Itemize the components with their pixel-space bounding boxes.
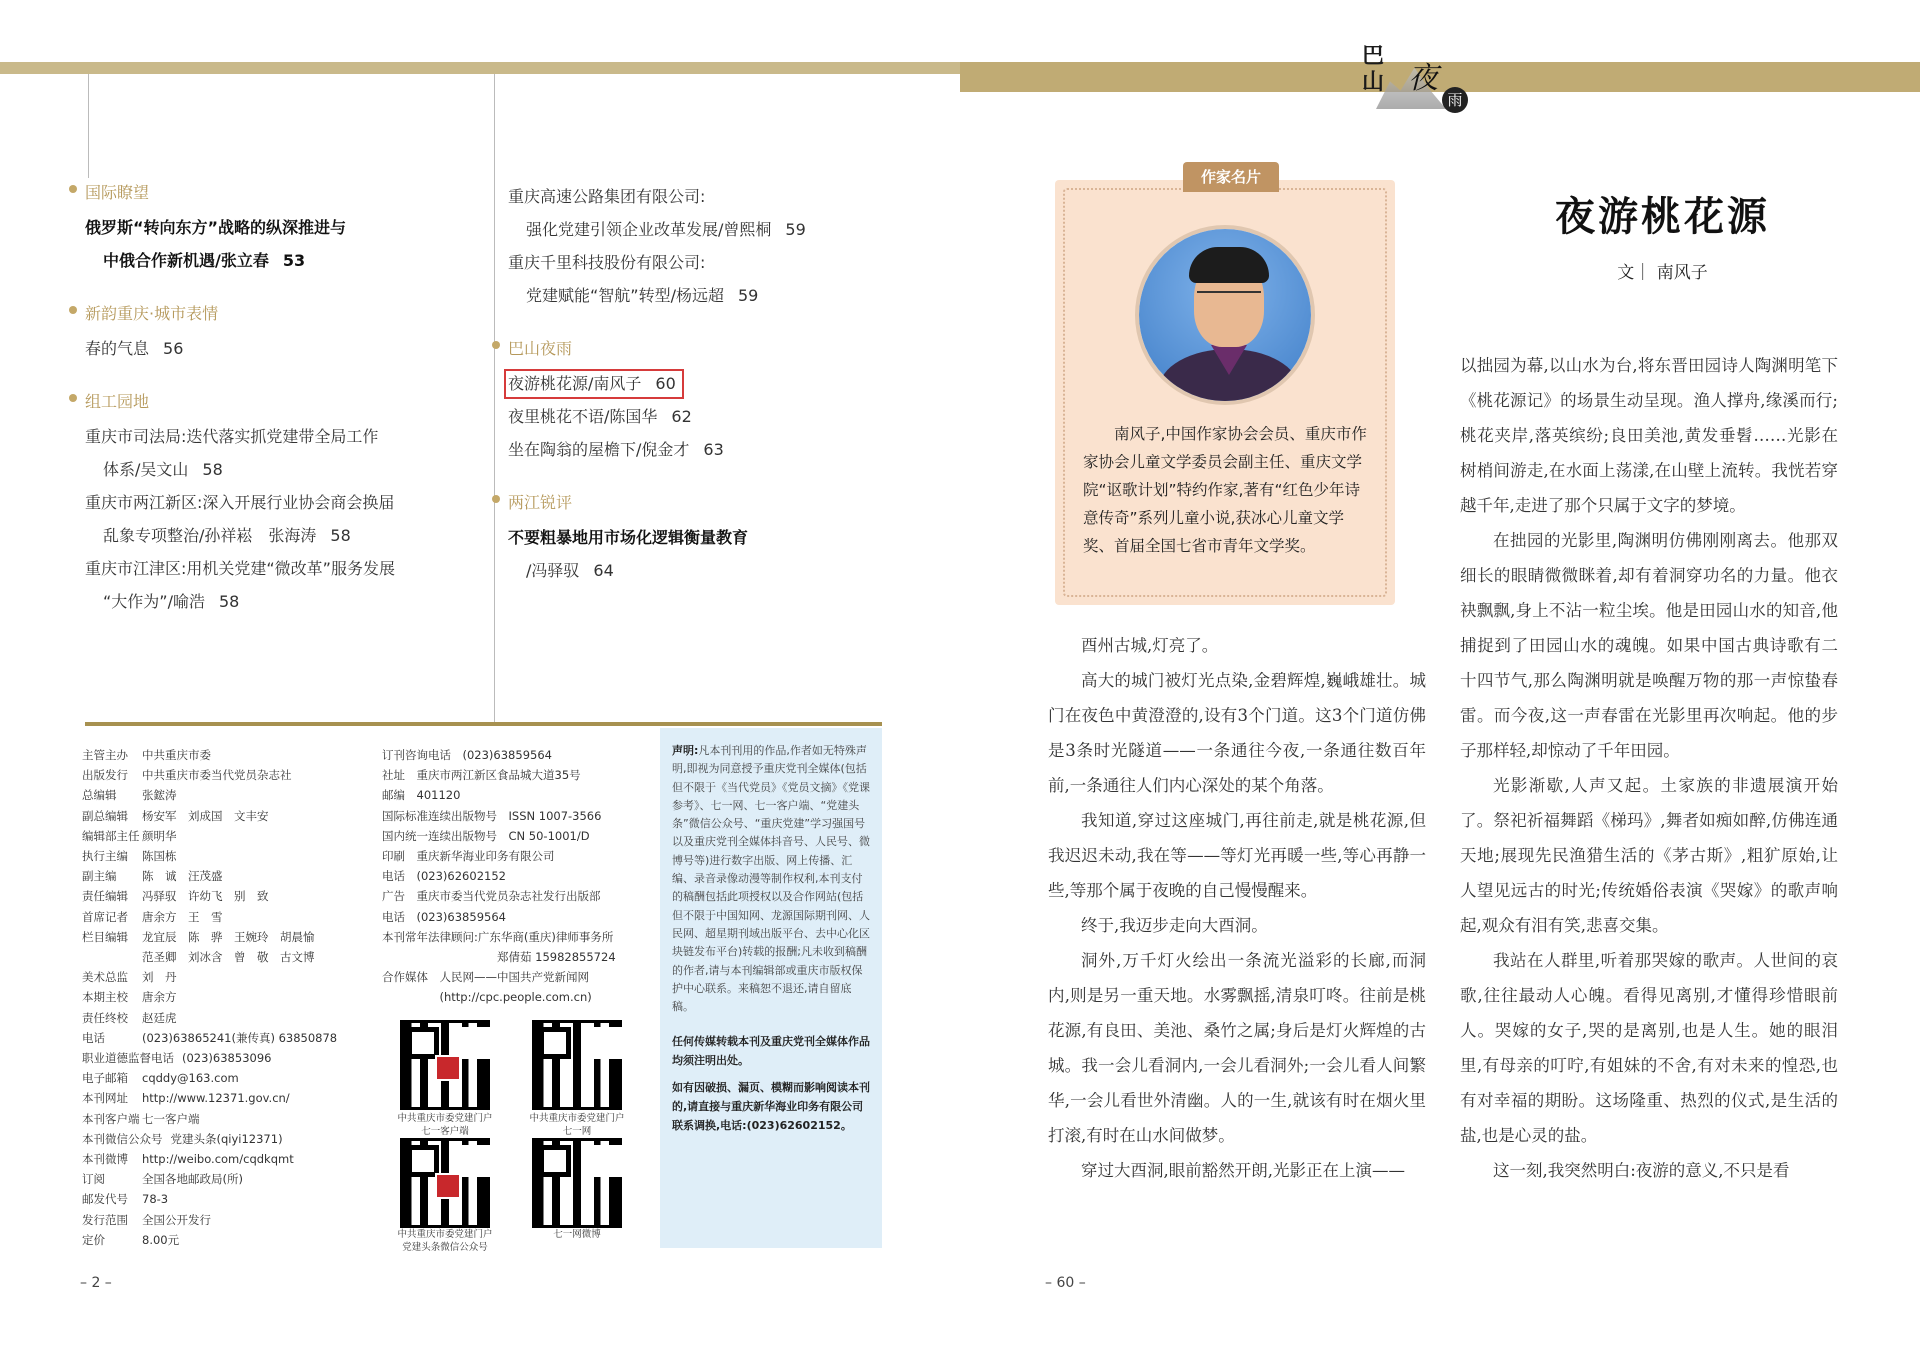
imprint-row [82,1230,362,1250]
article-paragraph: 光影渐歇,人声又起。土家族的非遗展演开始了。祭祀祈福舞蹈《梯玛》,舞者如痴如醉,仿佛连通天地;展现先民渔猎生活的《茅古斯》,粗犷原始,让人望见远古的时光;传统婚俗表演《哭嫁》的歌声响起,观众有泪有笑,悲喜交集。 [1460,776,1838,935]
toc-entry[interactable] [508,213,888,246]
toc-entry-title: 重庆千里科技股份有限公司: [508,253,706,272]
toc-entry[interactable] [85,453,485,486]
imprint-value: 赵廷虎 [142,1010,177,1025]
imprint-key: 本刊微博 [82,1152,128,1167]
toc-section [508,490,888,587]
imprint-row [82,1169,362,1189]
toc-page-number: 58 [330,526,351,545]
imprint-value: 刘 丹 [142,970,177,985]
imprint-row: 邮编 401120 [382,788,461,803]
toc-section-heading: 组工园地 [85,389,485,412]
imprint-key: 本刊微信公众号 [82,1131,163,1146]
notice-text: 凡本刊刊用的作品,作者如无特殊声明,即视为同意授予重庆党刊全媒体(包括但不限于《当代党员》《党员文摘》《党课参考》、七一网、七一客户端、“党建头条”微信公众号、“重庆党建”学习强国号以及重庆党刊全媒体抖音号、人民号、微博号等)进行数字出版、网上传播、汇编、录音录像动漫等制作权利,本刊支付的稿酬包括此项授权以及合作网站(包括但不限于中国知网、龙源国际期刊网、人民网、超星期刊域出版平台、去中心化区块链发布平台)转载的报酬;凡未收到稿酬的作者,请与本刊编辑部或重庆市版权保护中心联系。来稿恕不退还,请自留底稿。 [672,744,870,1014]
article-column-right [1460,348,1838,1188]
imprint-key: 本刊网址 [82,1091,128,1106]
toc-entry-title: “大作为”/喻浩 [103,592,205,611]
imprint-row: 电话 (023)62602152 [382,869,506,884]
toc-entry-title: 夜游桃花源/南风子 [508,374,642,393]
imprint-key: 首席记者 [82,909,128,924]
imprint-row: 广告 重庆市委当代党员杂志社发行出版部 [382,889,601,904]
qr-caption: 中共重庆市委党建门户 七一网 [529,1113,625,1137]
toc-section-heading: 巴山夜雨 [508,336,888,359]
toc-entry-title: 强化党建引领企业改革发展/曾熙桐 [526,220,772,239]
imprint-value: 中共重庆市委当代党员杂志社 [142,768,292,783]
imprint-value: 8.00元 [142,1232,180,1247]
toc-entry-title: 重庆市两江新区:深入开展行业协会商会换届 [85,493,395,512]
imprint-row [82,886,362,906]
toc-entry[interactable] [85,332,485,365]
imprint-key: 定价 [82,1232,105,1247]
imprint-key: 邮发代号 [82,1192,128,1207]
toc-page-number: 63 [703,440,724,459]
toc-entry-title: 党建赋能“智航”转型/杨远超 [526,286,724,305]
imprint-value: (023)63865241(兼传真) 63850878 [142,1030,338,1045]
imprint-key: 栏目编辑 [82,929,128,944]
toc-entry-title: 坐在陶翁的屋檐下/倪金才 [508,440,690,459]
divider-line [88,74,89,178]
article-paragraph: 我知道,穿过这座城门,再往前走,就是桃花源,但我迟迟未动,我在等——等灯光再暖一些,等心再静一些,等那个属于夜晚的自己慢慢醒来。 [1048,811,1426,900]
imprint-key: 电子邮箱 [82,1071,128,1086]
article-paragraph: 酉州古城,灯亮了。 [1081,636,1219,655]
article-column-left [1048,628,1426,1188]
imprint-row [82,765,362,785]
article-paragraph: 高大的城门被灯光点染,金碧辉煌,巍峨雄壮。城门在夜色中黄澄澄的,设有3个门道。这3个门道仿佛是3条时光隧道——一条通往今夜,一条通往数百年前,一条通往人们内心深处的某个角落。 [1048,671,1426,795]
toc-page-number: 58 [218,592,240,611]
logo-text: 巴 山 [1362,43,1385,95]
imprint-key: 执行主编 [82,849,128,864]
imprint-value: 陈 诚 汪茂盛 [142,869,223,884]
imprint-value: 杨安军 刘成国 文丰安 [142,808,269,823]
toc-entry-title: 中俄合作新机遇/张立春 [103,251,269,270]
toc-entry-title: 春的气息 [85,339,150,358]
divider-line [494,74,495,722]
article-paragraph: 在拙园的光影里,陶渊明仿佛刚刚离去。他那双细长的眼睛微微眯着,却有着洞穿功名的力量。他衣袂飘飘,身上不沾一粒尘埃。他是田园山水的知音,他捕捉到了田园山水的魂魄。如果中国古典诗歌有二十四节气,那么陶渊明就是唤醒万物的那一声惊蛰春雷。而今夜,这一声春雷在光影里再次响起。他的步子那样轻,却惊动了千年田园。 [1460,531,1838,760]
toc-entry-title: 重庆市司法局:迭代落实抓党建带全局工作 [85,427,379,446]
imprint-row: 国际标准连续出版物号 ISSN 1007-3566 [382,808,602,823]
notice-exchange: 如有因破损、漏页、模糊而影响阅读本刊的,请直接与重庆新华海业印务有限公司联系调换,电话:(023)62602152。 [672,1081,870,1133]
imprint-row: 合作媒体 人民网——中国共产党新闻网 [382,970,589,985]
top-band [0,62,960,74]
toc-entry-title: 夜里桃花不语/陈国华 [508,407,658,426]
toc-entry[interactable] [85,585,485,618]
imprint-key: 发行范围 [82,1212,128,1227]
imprint-row [82,947,362,967]
toc-entry-title: /冯驿驭 [526,561,580,580]
toc-column-1 [85,180,485,642]
article-paragraph: 终于,我迈步走向大酉洞。 [1081,916,1268,935]
author-card-tab: 作家名片 [1183,162,1279,192]
imprint-value: 唐余方 王 雪 [142,909,223,924]
imprint-key: 出版发行 [82,768,128,783]
section-rule [85,722,882,726]
toc-entry-title: 体系/吴文山 [103,460,189,479]
toc-section [85,301,485,365]
toc-entry[interactable] [85,211,485,244]
imprint-key: 编辑部主任 [82,828,140,843]
imprint-key: 本刊客户端 [82,1111,140,1126]
imprint-key: 美术总监 [82,970,128,985]
imprint-key: 职业道德监督电话 [82,1051,174,1066]
toc-section-heading: 两江锐评 [508,490,888,513]
qr-code-website[interactable] [532,1020,622,1110]
toc-entry[interactable] [508,433,888,466]
imprint-value: 冯驿驭 许幼飞 别 致 [142,889,269,904]
imprint-right [382,745,652,1008]
toc-section [85,180,485,277]
toc-section [85,389,485,618]
imprint-row [82,745,362,765]
toc-page-number: 62 [671,407,692,426]
imprint-value: 张鋐涛 [142,788,177,803]
qr-caption: 中共重庆市委党建门户 党建头条微信公众号 [397,1229,493,1253]
qr-caption: 中共重庆市委党建门户 七一客户端 [397,1113,493,1137]
toc-entry[interactable] [85,552,485,585]
article-paragraph: 以拙园为幕,以山水为台,将东晋田园诗人陶渊明笔下《桃花源记》的场景生动呈现。渔人撑舟,缘溪而行;桃花夹岸,落英缤纷;良田美池,黄发垂髫……光影在树梢间游走,在水面上荡漾,在山壁上流转。我恍若穿越千年,走进了那个只属于文字的梦境。 [1460,356,1838,515]
copyright-notice [660,728,882,1248]
toc-entry[interactable] [85,486,485,519]
imprint-row [82,1008,362,1028]
toc-entry[interactable] [85,519,485,552]
imprint-row [82,1109,362,1129]
imprint-value: 范圣卿 刘冰含 曾 敬 古文博 [142,950,315,965]
toc-section [508,336,888,466]
imprint-value: 龙宜辰 陈 骅 王婉玲 胡晨愉 [142,929,315,944]
imprint-row [82,927,362,947]
imprint-value: 中共重庆市委 [142,748,211,762]
toc-entry-title: 不要粗暴地用市场化逻辑衡量教育 [508,528,749,547]
imprint-row [82,1189,362,1209]
imprint-row [82,967,362,987]
toc-page-number: 56 [163,339,184,358]
article-byline: 文｜ 南风子 [1617,263,1708,283]
toc-entry[interactable] [508,554,888,587]
toc-page-number: 58 [202,460,223,479]
toc-entry[interactable] [508,521,888,554]
imprint-row [82,1028,362,1048]
page-number: – 60 – [1045,1275,1086,1291]
imprint-row [82,806,362,826]
imprint-row: 郑倩茹 15982855724 [382,950,616,965]
toc-entry[interactable] [85,420,485,453]
author-bio: 南风子,中国作家协会会员、重庆市作家协会儿童文学委员会副主任、重庆文学院“讴歌计划”特约作家,著有“红色少年诗意传奇”系列儿童小说,获冰心儿童文学奖、首届全国七省市青年文学奖。 [1083,425,1367,555]
toc-highlight-box [504,369,684,399]
imprint-row [82,1088,362,1108]
imprint-value: 全国各地邮政局(所) [142,1172,243,1187]
imprint-row: 订刊咨询电话 (023)63859564 [382,748,552,762]
imprint-key: 本期主校 [82,990,128,1005]
imprint-row: 印刷 重庆新华海业印务有限公司 [382,849,555,864]
imprint-value: 党建头条(qiyi12371) [170,1131,283,1146]
article-title: 夜游桃花源 [1555,193,1770,240]
imprint-value: 七一客户端 [142,1111,200,1126]
article-paragraph: 这一刻,我突然明白:夜游的意义,不只是看 [1493,1161,1790,1180]
imprint-value: 陈国栋 [142,849,177,864]
imprint-row [82,1210,362,1230]
imprint-row: 电话 (023)63859564 [382,909,506,924]
toc-page-number: 59 [785,220,806,239]
toc-section-heading: 国际瞭望 [85,180,485,203]
toc-page-number: 60 [655,374,676,393]
page-number: – 2 – [80,1275,112,1291]
toc-entry-title: 乱象专项整治/孙祥崧 张海涛 [103,526,317,545]
imprint-key: 电话 [82,1030,105,1045]
toc-entry[interactable] [85,244,485,277]
imprint-value: http://www.12371.gov.cn/ [142,1091,290,1106]
imprint-value: cqddy@163.com [142,1071,239,1086]
column-logo [1350,35,1475,115]
qr-code-weibo[interactable] [532,1138,622,1228]
notice-reprint: 任何传媒转载本刊及重庆党刊全媒体作品均须注明出处。 [672,1035,870,1068]
toc-page-number: 53 [282,251,306,270]
imprint-row: 本刊常年法律顾问:广东华商(重庆)律师事务所 [382,929,614,944]
toc-entry[interactable] [508,246,888,279]
imprint-key: 副主编 [82,869,117,884]
imprint-row: 国内统一连续出版物号 CN 50-1001/D [382,828,590,843]
toc-entry[interactable] [508,400,888,433]
right-page [960,0,1920,1350]
toc-page-number: 59 [737,286,759,305]
imprint-key: 总编辑 [82,788,117,803]
imprint-value: http://weibo.com/cqdkqmt [142,1152,294,1167]
toc-entry-title: 重庆高速公路集团有限公司: [508,187,706,206]
imprint-key: 订阅 [82,1172,105,1187]
imprint-row [82,846,362,866]
toc-entry[interactable] [508,367,888,400]
imprint-left [82,745,362,1250]
logo-yu: 雨 [1442,87,1468,113]
imprint-row [82,907,362,927]
article-paragraph: 洞外,万千灯火绘出一条流光溢彩的长廊,而洞内,则是另一重天地。水雾飘摇,清泉叮咚。往前是桃花源,有良田、美池、桑竹之属;身后是灯火辉煌的古城。我一会儿看洞内,一会儿看洞外;一会儿看人间繁华,一会儿看世外清幽。人的一生,就该有时在烟火里打滚,有时在山水间做梦。 [1048,951,1426,1145]
imprint-row [82,1129,362,1149]
imprint-row [82,1068,362,1088]
imprint-value: 全国公开发行 [142,1212,211,1227]
imprint-row: (http://cpc.people.com.cn) [382,990,592,1005]
toc-column-2 [508,180,888,611]
toc-section [508,180,888,312]
toc-page-number: 64 [593,561,614,580]
qr-caption: 七一网微博 [553,1229,601,1240]
imprint-value: (023)63853096 [182,1051,272,1066]
imprint-key: 责任终校 [82,1010,128,1025]
toc-section-heading: 新韵重庆·城市表情 [85,301,485,324]
imprint-row [82,866,362,886]
imprint-value: 唐余方 [142,990,177,1005]
toc-entry-title: 重庆市江津区:用机关党建“微改革”服务发展 [85,559,395,578]
notice-label: 声明: [672,744,699,757]
author-photo [1135,225,1315,405]
imprint-row [82,1048,362,1068]
article-paragraph: 我站在人群里,听着那哭嫁的歌声。人世间的哀歌,往往最动人心魄。看得见离别,才懂得珍惜眼前人。哭嫁的女子,哭的是离别,也是人生。她的眼泪里,有母亲的叮咛,有姐妹的不舍,有对未来的惶恐,也有对幸福的期盼。这场隆重、热烈的仪式,是生活的盐,也是心灵的盐。 [1460,951,1838,1145]
toc-entry[interactable] [508,180,888,213]
imprint-key: 副总编辑 [82,808,128,823]
imprint-row [82,987,362,1007]
imprint-row [82,826,362,846]
logo-ye: 夜 [1408,61,1438,96]
imprint-value: 颜明华 [142,828,177,843]
qr-code-wechat[interactable] [400,1138,490,1228]
toc-entry-title: 俄罗斯“转向东方”战略的纵深推进与 [85,218,347,237]
imprint-key: 主管主办 [82,748,128,762]
imprint-row [82,1149,362,1169]
imprint-key: 责任编辑 [82,889,128,904]
imprint-value: 78-3 [142,1192,169,1207]
toc-entry[interactable] [508,279,888,312]
imprint-row [82,785,362,805]
author-card [1055,168,1395,605]
qr-code-client[interactable] [400,1020,490,1110]
imprint-row: 社址 重庆市两江新区食品城大道35号 [382,768,581,783]
article-paragraph: 穿过大酉洞,眼前豁然开朗,光影正在上演—— [1081,1161,1405,1180]
